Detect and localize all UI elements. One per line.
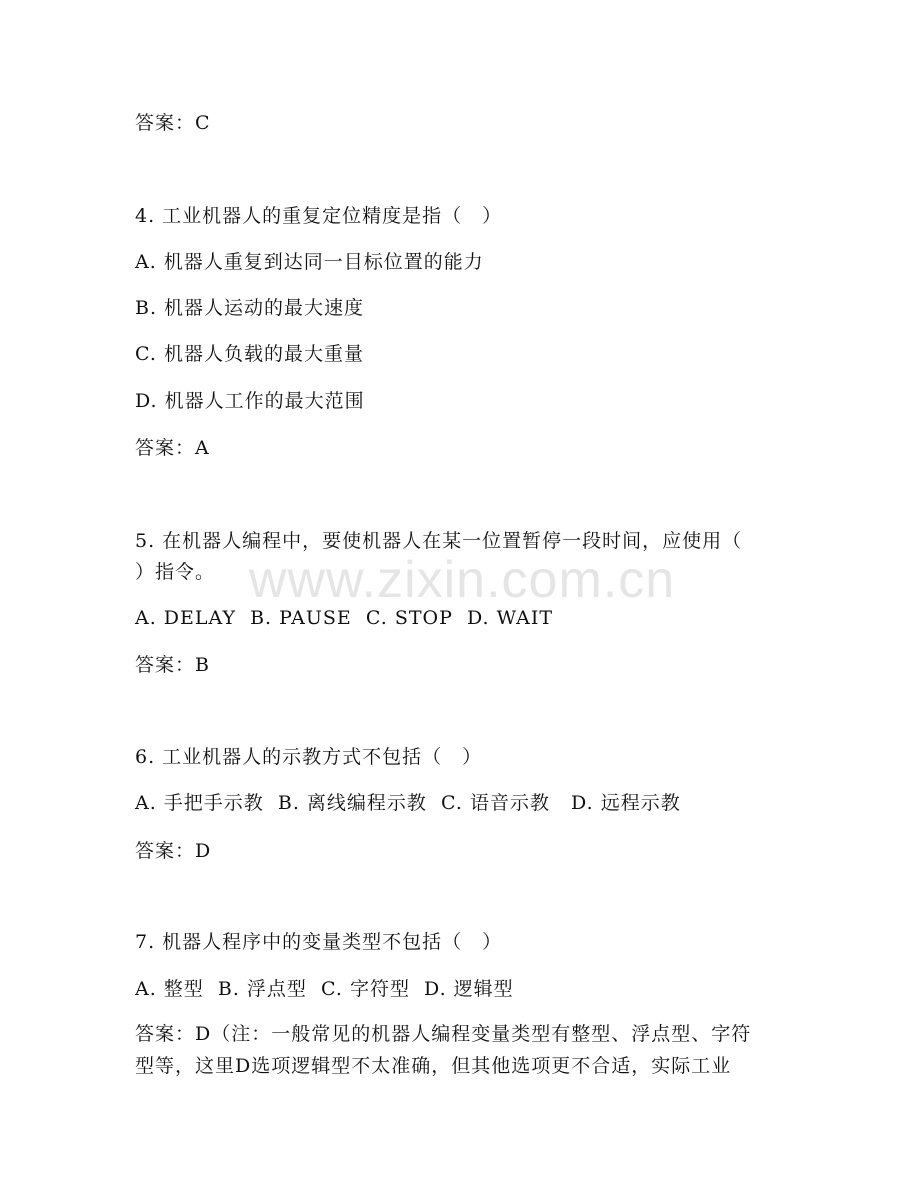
question-7-stem: 7. 机器人程序中的变量类型不包括（ ） [135, 931, 503, 953]
question-5-options: A. DELAY B. PAUSE C. STOP D. WAIT [135, 607, 554, 629]
question-5-stem-line-2: ）指令。 [135, 561, 216, 583]
answer-4: 答案：A [135, 437, 210, 459]
question-4-option-a: A. 机器人重复到达同一目标位置的能力 [135, 251, 484, 273]
answer-5: 答案：B [135, 654, 210, 676]
question-4-option-d: D. 机器人工作的最大范围 [135, 390, 365, 412]
answer-7-line-2: 型等，这里D选项逻辑型不太准确，但其他选项更不合适，实际工业 [135, 1055, 732, 1077]
question-6-options: A. 手把手示教 B. 离线编程示教 C. 语音示教 D. 远程示教 [135, 792, 681, 814]
question-5-stem-line-1: 5. 在机器人编程中，要使机器人在某一位置暂停一段时间，应使用（ [135, 530, 743, 552]
watermark-text: www.zixin.com.cn [248, 551, 676, 609]
answer-7-line-1: 答案：D（注：一般常见的机器人编程变量类型有整型、浮点型、字符 [135, 1023, 752, 1045]
question-7-options: A. 整型 B. 浮点型 C. 字符型 D. 逻辑型 [135, 978, 514, 1000]
question-4-stem: 4. 工业机器人的重复定位精度是指（ ） [135, 205, 503, 227]
question-6-stem: 6. 工业机器人的示教方式不包括（ ） [135, 746, 483, 768]
answer-3: 答案：C [135, 112, 211, 134]
answer-6: 答案：D [135, 840, 212, 862]
question-4-option-c: C. 机器人负载的最大重量 [135, 343, 364, 365]
question-4-option-b: B. 机器人运动的最大速度 [135, 297, 365, 319]
